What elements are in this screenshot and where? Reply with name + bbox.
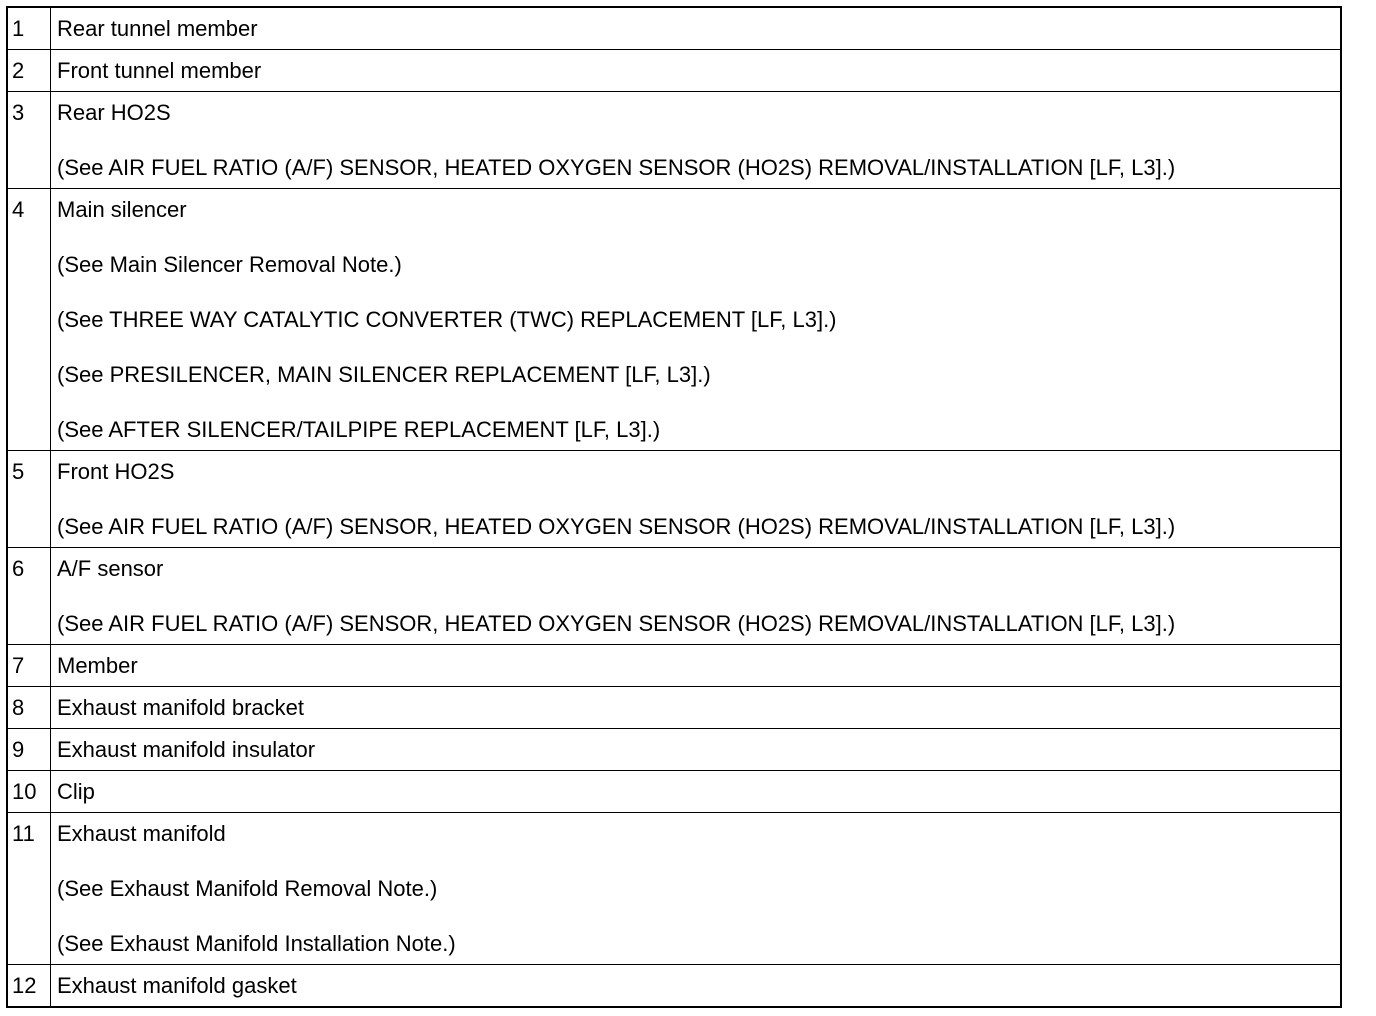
item-number: 1	[7, 7, 51, 50]
part-name: Rear HO2S	[57, 100, 171, 125]
part-name: Front HO2S	[57, 459, 175, 484]
table-row	[7, 92, 1341, 189]
parts-table-body	[7, 7, 1341, 1007]
table-row	[7, 7, 1341, 50]
see-reference: (See Exhaust Manifold Removal Note.)	[57, 876, 438, 901]
item-number: 12	[7, 965, 51, 1008]
table-row	[7, 548, 1341, 645]
item-number: 10	[7, 771, 51, 813]
part-name: Main silencer	[57, 197, 187, 222]
see-reference: (See THREE WAY CATALYTIC CONVERTER (TWC) REPLACEMENT [LF, L3].)	[57, 307, 837, 332]
item-description	[51, 771, 1342, 813]
table-row	[7, 50, 1341, 92]
table-row	[7, 451, 1341, 548]
table-row	[7, 771, 1341, 813]
see-reference: (See AFTER SILENCER/TAILPIPE REPLACEMENT [LF, L3].)	[57, 417, 661, 442]
item-description	[51, 92, 1342, 189]
item-description	[51, 189, 1342, 451]
part-name: Rear tunnel member	[57, 16, 258, 41]
see-reference: (See PRESILENCER, MAIN SILENCER REPLACEMENT [LF, L3].)	[57, 362, 711, 387]
part-name: Member	[57, 653, 138, 678]
part-name: Exhaust manifold bracket	[57, 695, 305, 720]
part-name: Exhaust manifold insulator	[57, 737, 316, 762]
item-description	[51, 645, 1342, 687]
parts-table	[6, 6, 1342, 1008]
table-row	[7, 645, 1341, 687]
see-reference: (See Main Silencer Removal Note.)	[57, 252, 402, 277]
item-description	[51, 451, 1342, 548]
item-number: 2	[7, 50, 51, 92]
item-number: 3	[7, 92, 51, 189]
item-description	[51, 813, 1342, 965]
see-reference: (See AIR FUEL RATIO (A/F) SENSOR, HEATED OXYGEN SENSOR (HO2S) REMOVAL/INSTALLATION [LF, L3].)	[57, 155, 1176, 180]
item-number: 8	[7, 687, 51, 729]
item-number: 11	[7, 813, 51, 965]
table-row	[7, 965, 1341, 1008]
part-name: Front tunnel member	[57, 58, 262, 83]
part-name: Exhaust manifold gasket	[57, 973, 297, 998]
item-description	[51, 548, 1342, 645]
part-name: Exhaust manifold	[57, 821, 226, 846]
part-name: A/F sensor	[57, 556, 164, 581]
item-number: 4	[7, 189, 51, 451]
table-row	[7, 687, 1341, 729]
part-name: Clip	[57, 779, 95, 804]
see-reference: (See AIR FUEL RATIO (A/F) SENSOR, HEATED OXYGEN SENSOR (HO2S) REMOVAL/INSTALLATION [LF, L3].)	[57, 611, 1176, 636]
item-number: 5	[7, 451, 51, 548]
item-description	[51, 729, 1342, 771]
table-row	[7, 813, 1341, 965]
item-description	[51, 965, 1342, 1008]
table-row	[7, 729, 1341, 771]
see-reference: (See AIR FUEL RATIO (A/F) SENSOR, HEATED OXYGEN SENSOR (HO2S) REMOVAL/INSTALLATION [LF, L3].)	[57, 514, 1176, 539]
item-number: 6	[7, 548, 51, 645]
see-reference: (See Exhaust Manifold Installation Note.)	[57, 931, 456, 956]
item-description	[51, 7, 1342, 50]
item-number: 7	[7, 645, 51, 687]
item-number: 9	[7, 729, 51, 771]
item-description	[51, 50, 1342, 92]
table-row	[7, 189, 1341, 451]
item-description	[51, 687, 1342, 729]
